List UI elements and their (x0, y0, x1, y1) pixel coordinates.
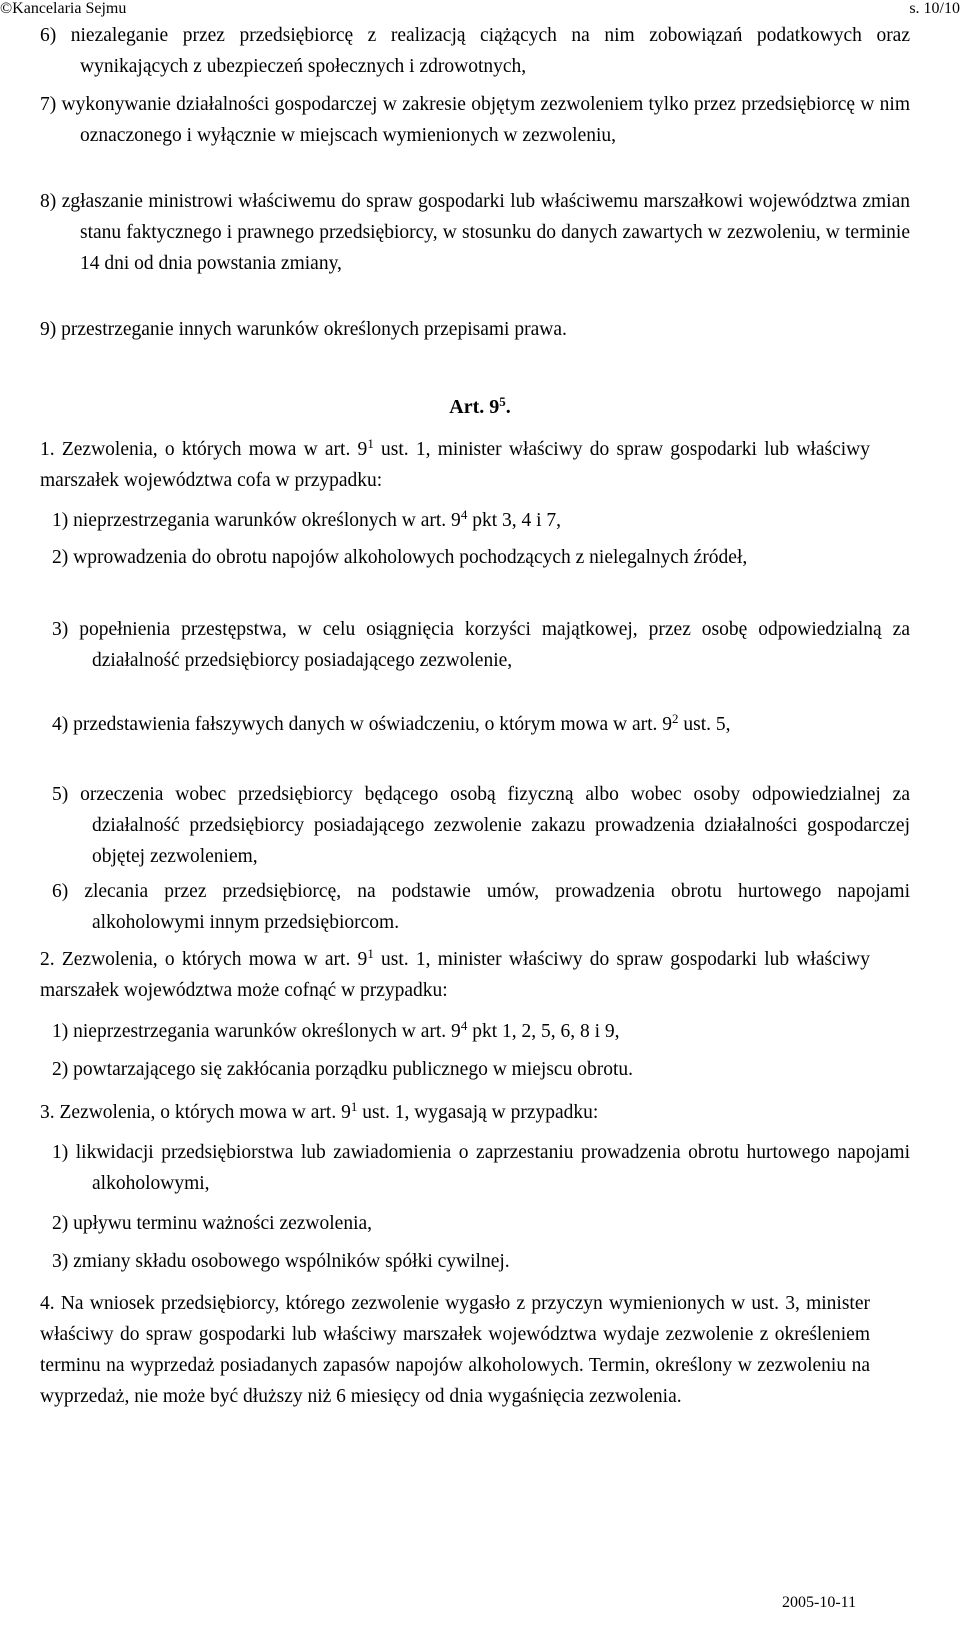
article-heading: Art. $9^5$. (449, 394, 511, 418)
copyright-header: ©Kancelaria Sejmu (0, 0, 127, 17)
ust2-lead: 2. Zezwolenia, o których mowa w art. $9^1$ ust. 1, minister właściwy do spraw gospodarki lub właściwy marszałek województwa może cofnąć w przypadku: (40, 946, 870, 1001)
ust4-paragraph: 4. Na wniosek przedsiębiorcy, którego zezwolenie wygasło z przyczyn wymienionych w ust. 3, minister właściwy do spraw gospodarki lub właściwy marszałek województwa wydaje zezwolenie z określeniem terminu na wyprzedaż posiadanych zapasów napojów alkoholowych. Termin, określony w zezwoleniu na wyprzedaż, nie może być dłuższy niż 6 miesięcy od dnia wygaśnięcia zezwolenia. (40, 1293, 870, 1407)
ust1-point-6: 6) zlecania przez przedsiębiorcę, na podstawie umów, prowadzenia obrotu hurtowego napojami alkoholowymi innym przedsiębiorcom. (52, 881, 910, 933)
document-date: 2005-10-11 (782, 1594, 857, 1611)
ust3-point-2: 2) upływu terminu ważności zezwolenia, (52, 1213, 373, 1234)
ust1-point-5: 5) orzeczenia wobec przedsiębiorcy będącego osobą fizyczną albo wobec osoby odpowiedzialnej za działalność przedsiębiorcy posiadającego zezwolenie zakazu prowadzenia działalności gospodarczej objętej zezwoleniem, (52, 784, 910, 867)
ust1-point-2: 2) wprowadzenia do obrotu napojów alkoholowych pochodzących z nielegalnych źródeł, (52, 547, 748, 568)
page-number: s. 10/10 (909, 0, 960, 17)
ust1-point-3: 3) popełnienia przestępstwa, w celu osiągnięcia korzyści majątkowej, przez osobę odpowiedzialną za działalność przedsiębiorcy posiadającego zezwolenie, (52, 619, 910, 671)
item-9: 9) przestrzeganie innych warunków określonych przepisami prawa. (40, 319, 567, 340)
ust3-point-3: 3) zmiany składu osobowego wspólników spółki cywilnej. (52, 1251, 510, 1272)
ust2-point-1: 1) nieprzestrzegania warunków określonych w art. $9^4$ pkt 1, 2, 5, 6, 8 i 9, (52, 1018, 620, 1042)
item-6: 6) niezaleganie przez przedsiębiorcę z realizacją ciążących na nim zobowiązań podatkowych oraz wynikających z ubezpieczeń społecznych i zdrowotnych, (40, 25, 910, 77)
ust1-point-4: 4) przedstawienia fałszywych danych w oświadczeniu, o którym mowa w art. $9^2$ ust. 5, (52, 711, 731, 735)
ust3-lead: 3. Zezwolenia, o których mowa w art. $9^1$ ust. 1, wygasają w przypadku: (40, 1099, 599, 1123)
ust2-point-2: 2) powtarzającego się zakłócania porządku publicznego w miejscu obrotu. (52, 1059, 633, 1080)
item-8: 8) zgłaszanie ministrowi właściwemu do spraw gospodarki lub właściwemu marszałkowi województwa zmian stanu faktycznego i prawnego przedsiębiorcy, w stosunku do danych zawartych w zezwoleniu, w terminie 14 dni od dnia powstania zmiany, (40, 191, 910, 274)
item-7: 7) wykonywanie działalności gospodarczej w zakresie objętym zezwoleniem tylko przez przedsiębiorcę w nim oznaczonego i wyłącznie w miejscach wymienionych w zezwoleniu, (40, 94, 910, 146)
ust3-point-1: 1) likwidacji przedsiębiorstwa lub zawiadomienia o zaprzestaniu prowadzenia obrotu hurtowego napojami alkoholowymi, (52, 1142, 910, 1194)
ust1-point-1: 1) nieprzestrzegania warunków określonych w art. $9^4$ pkt 3, 4 i 7, (52, 507, 562, 531)
ust1-lead: 1. Zezwolenia, o których mowa w art. $9^1$ ust. 1, minister właściwy do spraw gospodarki lub właściwy marszałek województwa cofa w przypadku: (40, 436, 870, 491)
